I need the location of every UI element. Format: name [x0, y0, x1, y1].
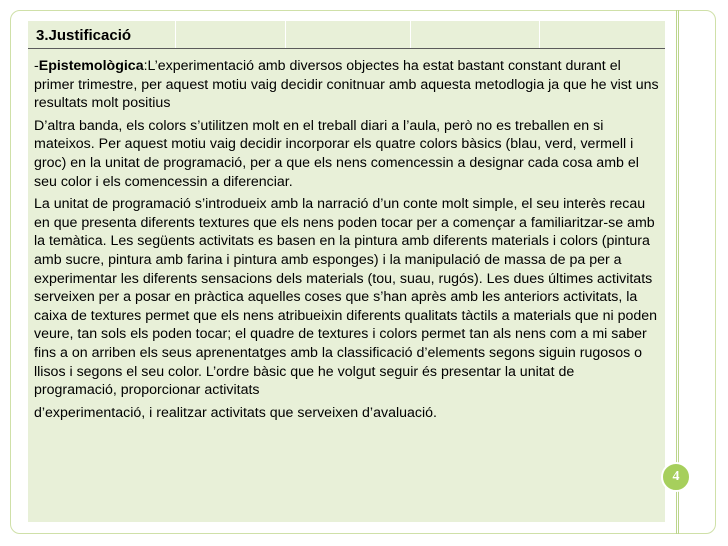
header-cell-divider [539, 21, 540, 48]
paragraph-prefix: - [34, 58, 39, 74]
paragraph-closing: d’experimentació, i realitzar activitats que serveixen d’avaluació. [34, 404, 437, 421]
slide-right-rule [676, 10, 679, 534]
header-cell-divider [175, 21, 176, 48]
justification-table [28, 21, 665, 522]
section-title: 3.Justificació [36, 27, 132, 44]
epistemologica-label: Epistemològica [38, 58, 144, 74]
header-cell-divider [410, 21, 411, 48]
paragraph-epistemologica [34, 57, 659, 113]
page-number-badge: 4 [661, 462, 691, 492]
table-header-row [28, 21, 665, 49]
header-cell-divider [285, 21, 286, 48]
paragraph-unit: La unitat de programació s’introdueix amb la narració d’un conte molt simple, el seu interès recau en que presenta diferents textures que els nens poden tocar per a començar a familiaritzar-se amb la temàtica. Les següents activitats es basen en la pintura amb diferents materials i colors (pintura amb sucre, pintura amb farina i pintura amb esponges) i la manipulació de massa de pa per a experimentar les diferents sensacions dels materials (tou, suau, rugós). Les dues últimes activitats serveixen per a posar en pràctica aquelles coses que s’han après amb les anteriors activitats, la caixa de textures permet que els nens atribueixin diferents qualitats tàctils a materials que ni poden veure, tan sols els poden tocar; el quadre de textures i colors permet tan als nens com a mi saber fins a on arriben els seus aprenentatges amb la classificació d’elements segons siguin rugosos o llisos i segons el seu color. L’ordre bàsic que he volgut seguir és presentar la unitat de programació, proporcionar activitats [34, 196, 658, 399]
table-body-cell [28, 49, 665, 422]
paragraph-text: :L’experimentació amb diversos objectes ha estat bastant constant durant el primer trimestre, per aquest motiu vaig decidir conitnuar amb aquesta metodlogia ja que he vist uns resultats molt positius [34, 58, 659, 112]
paragraph-colors: D’altra banda, els colors s’utilitzen molt en el treball diari a l’aula, però no es treballen en si mateixos. Per aquest motiu vaig decidir incorporar els quatre colors bàsics (blau, verd, vermell i groc) en la unitat de programació, per a que els nens comencessin a designar cada cosa amb el seu color i els comencessin a diferenciar. [34, 117, 639, 190]
